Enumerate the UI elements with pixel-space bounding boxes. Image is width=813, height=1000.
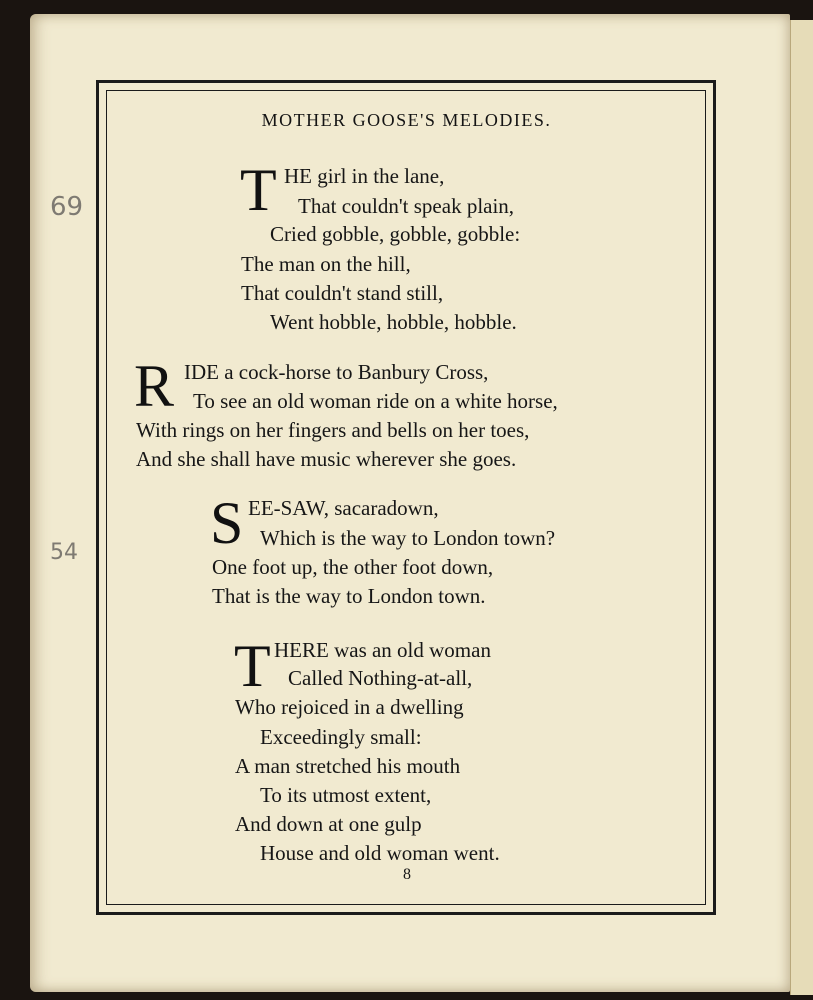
margin-note-69: 69: [50, 192, 84, 222]
poem-3-line-1: EE-SAW, sacaradown,: [248, 496, 439, 520]
poem-1-line-3: Cried gobble, gobble, gobble:: [270, 222, 521, 246]
poem-2-line-4: And she shall have music wherever she goes.: [136, 447, 517, 471]
poem-4-line-3: Who rejoiced in a dwelling: [235, 695, 464, 719]
poem-4-line-6: To its utmost extent,: [260, 783, 432, 807]
poem-4-line-5: A man stretched his mouth: [235, 754, 461, 778]
margin-note-54: 54: [50, 540, 78, 565]
adjacent-page-edge: [790, 20, 813, 995]
poem-4-line-1: HERE was an old woman: [274, 638, 491, 662]
page-header: MOTHER GOOSE'S MELODIES.: [261, 110, 552, 130]
poem-2-line-3: With rings on her fingers and bells on her toes,: [136, 418, 530, 442]
poem-3-line-3: One foot up, the other foot down,: [212, 555, 494, 579]
poem-4-line-7: And down at one gulp: [235, 812, 422, 836]
poem-4-line-2: Called Nothing-at-all,: [288, 666, 473, 690]
dropcap-poem-1: T: [240, 157, 277, 223]
poem-1-line-2: That couldn't speak plain,: [298, 194, 515, 218]
poem-2-line-1: IDE a cock-horse to Banbury Cross,: [184, 360, 489, 384]
page-number: 8: [403, 866, 411, 883]
dropcap-poem-4: T: [234, 633, 271, 699]
poem-1-line-4: The man on the hill,: [241, 252, 411, 276]
poem-1-line-6: Went hobble, hobble, hobble.: [270, 310, 517, 334]
dropcap-poem-3: S: [210, 490, 244, 556]
dropcap-poem-2: R: [134, 353, 175, 419]
poem-4-line-4: Exceedingly small:: [260, 725, 422, 749]
poem-3-line-4: That is the way to London town.: [212, 584, 486, 608]
poem-1-line-5: That couldn't stand still,: [241, 281, 444, 305]
poem-3-line-2: Which is the way to London town?: [260, 526, 556, 550]
poem-2-line-2: To see an old woman ride on a white horse,: [193, 389, 558, 413]
poem-1-line-1: HE girl in the lane,: [284, 164, 445, 188]
poem-4-line-8: House and old woman went.: [260, 841, 500, 865]
